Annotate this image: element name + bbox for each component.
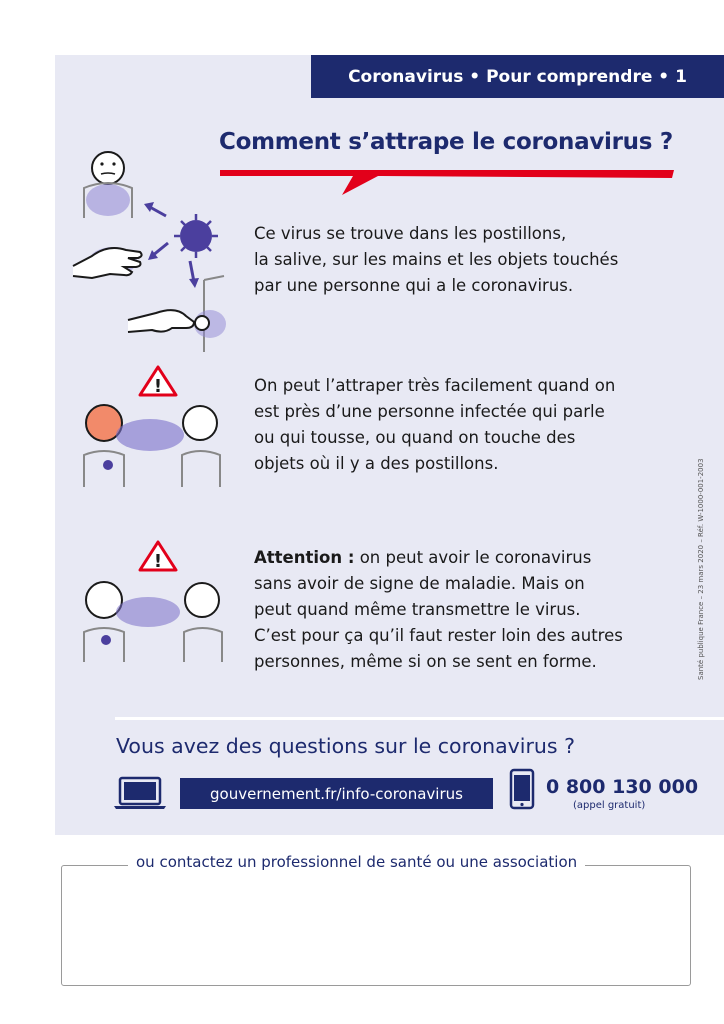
warning-icon bbox=[140, 367, 176, 397]
section-divider bbox=[115, 717, 724, 720]
text-line: Ce virus se trouve dans les postillons, bbox=[254, 224, 567, 243]
coughing-person-icon bbox=[84, 152, 132, 218]
text-line: peut quand même transmettre le virus. bbox=[254, 600, 581, 619]
door-handle-icon bbox=[128, 276, 226, 352]
contact-box bbox=[61, 865, 691, 986]
section-3-text bbox=[254, 545, 674, 675]
phone-note: (appel gratuit) bbox=[573, 800, 646, 811]
asymptomatic-illustration bbox=[72, 540, 232, 665]
page-title: Comment s’attrape le coronavirus ? bbox=[219, 129, 673, 155]
text-line-rest: on peut avoir le coronavirus bbox=[354, 548, 592, 567]
info-url-link[interactable] bbox=[180, 778, 493, 809]
series-header bbox=[311, 55, 724, 98]
svg-text:!: ! bbox=[153, 376, 163, 397]
svg-text:!: ! bbox=[153, 551, 163, 572]
side-reference: Santé publique France – 23 mars 2020 – Réf. W-1000-001-2003 bbox=[697, 458, 705, 680]
text-line: ou qui tousse, ou quand on touche des bbox=[254, 428, 576, 447]
hand-icon bbox=[73, 247, 142, 278]
text-line: objets où il y a des postillons. bbox=[254, 454, 499, 473]
contact-label: ou contactez un professionnel de santé ou une association bbox=[128, 853, 585, 871]
section-2-text bbox=[254, 373, 674, 477]
laptop-icon bbox=[112, 776, 168, 810]
section-1-text bbox=[254, 221, 674, 299]
text-line bbox=[254, 545, 674, 571]
speech-bubble-underline bbox=[218, 160, 678, 200]
text-line: est près d’une personne infectée qui parle bbox=[254, 402, 605, 421]
text-line: sans avoir de signe de maladie. Mais on bbox=[254, 574, 585, 593]
url-text: gouvernement.fr/info-coronavirus bbox=[210, 784, 463, 803]
smartphone-icon bbox=[509, 768, 535, 810]
warning-icon bbox=[140, 542, 176, 572]
attention-label: Attention : bbox=[254, 548, 355, 567]
transmission-illustration bbox=[68, 148, 228, 353]
text-line: la salive, sur les mains et les objets touchés bbox=[254, 250, 619, 269]
virus-icon bbox=[174, 214, 218, 258]
cough-illustration bbox=[72, 365, 232, 490]
questions-heading: Vous avez des questions sur le coronavirus ? bbox=[116, 734, 575, 758]
text-line: par une personne qui a le coronavirus. bbox=[254, 276, 574, 295]
phone-number[interactable]: 0 800 130 000 bbox=[546, 776, 699, 798]
series-label: Coronavirus • Pour comprendre • 1 bbox=[348, 66, 687, 87]
text-line: personnes, même si on se sent en forme. bbox=[254, 652, 597, 671]
text-line: On peut l’attraper très facilement quand on bbox=[254, 376, 616, 395]
text-line: C’est pour ça qu’il faut rester loin des autres bbox=[254, 626, 623, 645]
